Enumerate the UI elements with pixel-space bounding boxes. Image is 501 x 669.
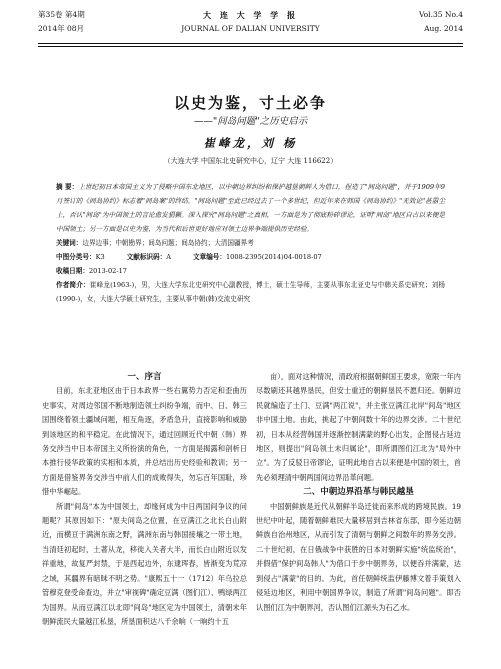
body-paragraph: 目前，东北亚地区由于日本政界一些右翼势力否定和歪曲历史事实，对周边邻国不断地制造领土纠纷争端，而中、日、韩三国围绕着领土疆域问题，相互角逐，矛盾急升，直接影响和威胁到该地区的和平稳定。在此情况下，通过回顾近代中朝（韩）界务交涉当中日本帝国主义所扮演的角色，一方面是揭露和剖析日本推行侵华政策的实相和本质，并总结出历史经验和教训；另一方面是借鉴界务交涉当中前人们的成败得失，勿忘百年国耻，珍惜中华崛起。 [42,386,247,497]
body-paragraph: 中国朝鲜族是近代从朝鲜半岛迁徙而来形成的跨境民族。19世纪中叶起，随着朝鲜难民大量移居到吉林省东部，即今延边朝鲜族自治州地区，从而引发了清朝与朝鲜之间数年的界务交涉。二十世纪初，在日俄战争中获胜的日本对朝鲜实施"统监统治"，并假借"保护间岛韩人"为借口于步中朝界务，以便吞并满蒙，达到侵占"满蒙"的目的。为此，首任朝鲜统监伊藤博文着手策划入侵延边地区，利用中朝国界争议，制造了所谓"间岛问题"。即否认图们江为中朝界河，否认图们江源头为石乙水。 [256,501,461,612]
volume-issue-en: Vol.35 No.4 [418,10,463,19]
body-column-left [42,370,247,629]
header-rule-thin [38,46,463,47]
body-paragraph: 所谓"间岛"本为中国领土，却缘何成为中日两国间争议的问题呢？其原因如下："原夫间岛之位置，在豆满江之北长白山附近，而横亘于满洲东南之野，满洲东南与韩国接壤之一带土地，当清廷初起时，土著从龙，移徙入关者大半，而长白山附近以发祥重地，故复严封禁，于是西起边外，东逮珲春，皆渐变为荒凉之域，其疆界有暗昧不明之势。"康熙五十一（1712）年乌拉总管穆克登受命查边，并立"审视碑"确定豆满（图们江）、鸭绿两江为国界。从而豆满江以北即"间岛"地区定为中国领土，清朝末年朝鲜流民大量越江私垦，所垦面积达八千余晌（一晌约十五 [42,501,247,626]
date-en: Aug. 2014 [424,24,463,33]
author-bio: 作者简介：崔峰龙(1963-)，男，大连大学东北史研究中心副教授，博士，硕士生导师，主要从事东北亚史与中韩关系史研究；刘杨(1990-)，女，大连大学硕士研究生，主要从事中朝(韩)交流史研究 [56,281,446,303]
document-code: 文献标识码：A [126,253,172,261]
body-column-right [256,370,461,615]
journal-name-en: JOURNAL OF DALIAN UNIVERSITY [181,24,320,33]
journal-name-cn: 大 连 大 学 学 报 [203,10,298,20]
abstract-label: 摘 要： [56,183,79,191]
header-rule-thick [38,43,463,44]
section-heading-2: 二、中朝边界沿革与韩民越垦 [303,487,414,498]
received-date: 收稿日期：2013-02-17 [56,267,127,275]
keywords [56,236,445,250]
abstract [56,180,445,236]
author-affiliation: （大连大学 中国东北史研究中心，辽宁 大连 116622） [163,157,338,165]
article-title: 以史为鉴，寸土必争 [173,94,327,112]
abstract-block [56,180,445,306]
volume-issue-cn: 第35卷 第4期 [38,10,85,19]
article-number: 文章编号：1008-2395(2014)04-0018-07 [193,253,322,261]
article-subtitle: ——"间岛问题"之历史启示 [193,116,308,127]
section-heading-intro: 一、序言 [127,372,162,382]
clc-number: 中图分类号：K3 [56,253,105,261]
body-paragraph: 亩），面对这种情况，清政府根据朝鲜国王要求，宽限一年内尽数刷还其越界垦民，但安士重迁的朝鲜垦民不愿归还。朝鲜边民就编造了土门、豆满"两江说"，并主张豆满江北岸"间岛"地区非中国土地。由此，挑起了中朝间数十年的边界交涉。二十世纪初，日本从经营韩国并逐渐控制满蒙的野心出发，企图侵占延边地区，则提出"间岛领土未归属论"，即所谓图们江北为"局外中立"。为了反驳日帝谬论，证明此地自古以来便是中国的领土，首先必须理清中朝两国间边界沿革问题。 [256,372,461,482]
classification-row [56,250,445,264]
abstract-text: 上世纪初日本帝国主义为了侵略中国东北地区，以中朝边界纠纷和保护越垦朝鲜人为借口，捏造了"间岛问题"，并于1909年9月签订的《间岛协约》标志着"间岛案"的终结。"间岛问题"至此已经过去了一个多世纪，但近年来在韩国《间岛协约》"无效论"甚嚣尘上，否认"间岛"为中国领土的言论愈发猖獗。深入探究"间岛问题"之真相，一方面是为了彻底粉碎谬论，证明"间岛"地区自古以来便是中国领土；另一方面是以史为鉴，为当代和后世更好地应对领土边界争端提供历史经验。 [56,183,445,233]
article-authors: 崔峰龙，刘 杨 [203,136,298,150]
date-cn: 2014年 08月 [38,24,85,33]
running-header [38,8,463,40]
keywords-text: 边界边事；中朝勘界；间岛问题；间岛协约；大清国疆界考 [82,239,254,247]
keywords-label: 关键词： [56,239,83,247]
